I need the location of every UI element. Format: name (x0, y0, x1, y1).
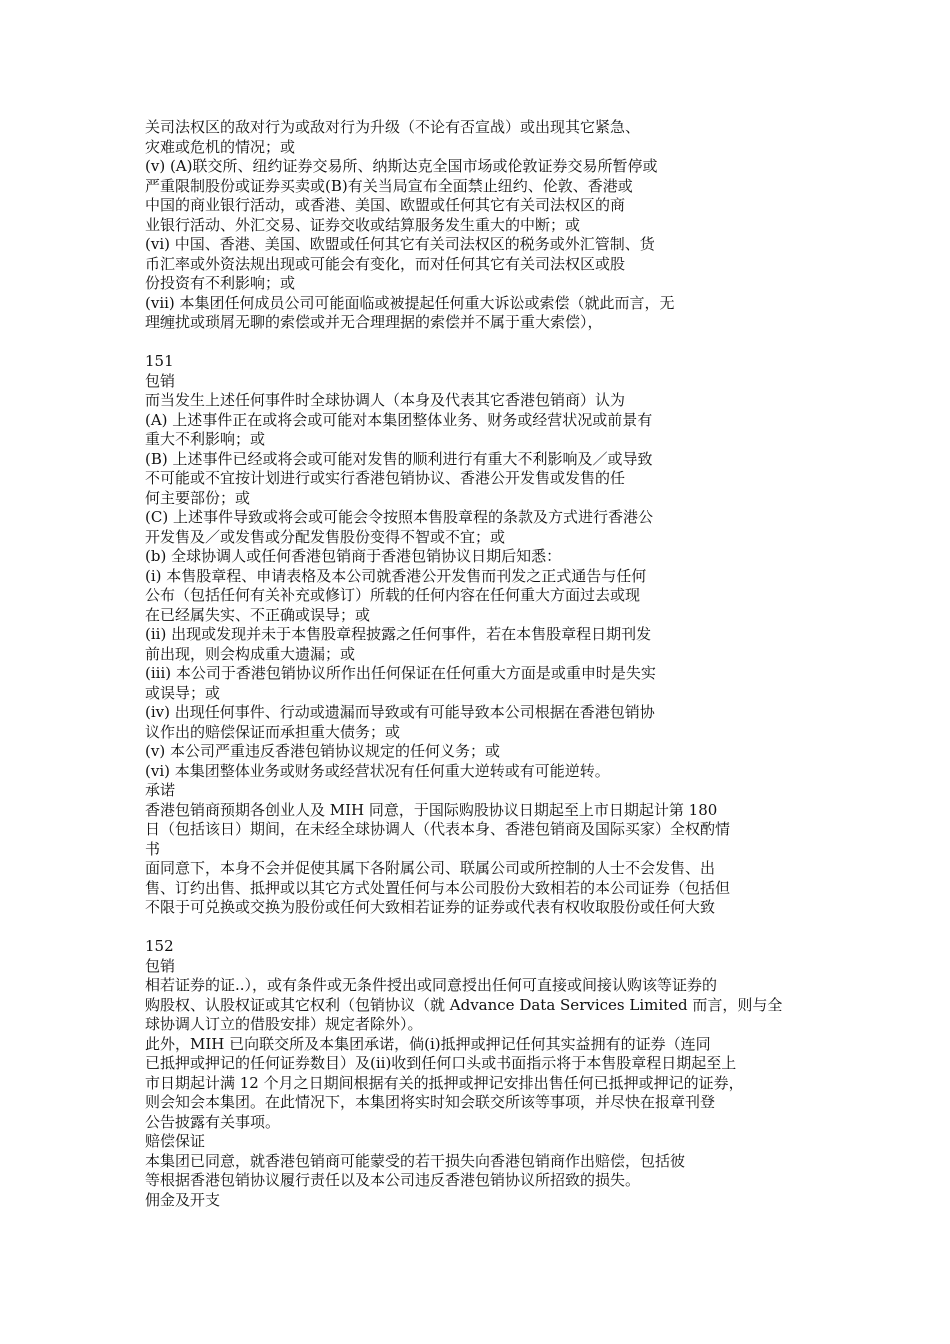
text-line: 公布（包括任何有关补充或修订）所载的任何内容在任何重大方面过去或现 (145, 586, 641, 604)
text-line: (B) 上述事件已经或将会或可能对发售的顺利进行有重大不利影响及／或导致 (145, 449, 653, 468)
text-line: (b) 全球协调人或任何香港包销商于香港包销协议日期后知悉： (145, 547, 562, 565)
text-line: 市日期起计满 12 个月之日期间根据有关的抵押或押记安排出售任何已抵押或押记的证券， (145, 1073, 744, 1092)
text-block-continuation (145, 118, 845, 333)
text-line: 重大不利影响；或 (145, 430, 266, 448)
text-line: 币汇率或外资法规出现或可能会有变化，而对任何其它有关司法权区或股 (145, 254, 626, 273)
text-line: (v) 本公司严重违反香港包销协议规定的任何义务；或 (145, 742, 500, 760)
text-line: 此外，MIH 已向联交所及本集团承诺，倘(i)抵押或押记任何其实益拥有的证券（连同 (145, 1034, 711, 1053)
text-line: 份投资有不利影响；或 (145, 274, 296, 292)
text-line: 已抵押或押记的任何证券数目）及(ii)收到任何口头或书面指示将于本售股章程日期起至上 (145, 1054, 737, 1072)
text-line: 公告披露有关事项。 (145, 1112, 281, 1131)
text-line: 等根据香港包销协议履行责任以及本公司违反香港包销协议所招致的损失。 (145, 1171, 641, 1189)
page-number: 151 (145, 352, 174, 370)
text-line: 书 (145, 839, 161, 858)
text-line: (iv) 出现任何事件、行动或遗漏而导致或有可能导致本公司根据在香港包销协 (145, 703, 655, 721)
section-heading: 包销 (145, 371, 176, 390)
text-block-page-152 (145, 937, 845, 1210)
text-line: 相若证券的证..），或有条件或无条件授出或同意授出任何可直接或间接认购该等证券的 (145, 976, 718, 994)
text-line: 购股权、认股权证或其它权利（包销协议（就 Advance Data Services Limited 而言，则与全 (145, 995, 783, 1014)
text-line: 香港包销商预期各创业人及 MIH 同意，于国际购股协议日期起至上市日期起计第 180 (145, 800, 718, 819)
text-line: 关司法权区的敌对行为或敌对行为升级（不论有否宣战）或出现其它紧急、 (145, 118, 641, 136)
section-heading: 赔偿保证 (145, 1132, 206, 1150)
section-heading: 佣金及开支 (145, 1190, 221, 1209)
text-line: (A) 上述事件正在或将会或可能对本集团整体业务、财务或经营状况或前景有 (145, 410, 653, 429)
text-line: (vii) 本集团任何成员公司可能面临或被提起任何重大诉讼或索偿（就此而言，无 (145, 293, 675, 312)
text-line: 面同意下，本身不会并促使其属下各附属公司、联属公司或所控制的人士不会发售、出 (145, 859, 716, 877)
text-line: (vi) 本集团整体业务或财务或经营状况有任何重大逆转或有可能逆转。 (145, 761, 610, 780)
section-heading: 承诺 (145, 781, 176, 799)
text-line: 不限于可兑换或交换为股份或任何大致相若证券的证券或代表有权收取股份或任何大致 (145, 898, 716, 916)
text-line: 理缠扰或琐屑无聊的索偿或并无合理理据的索偿并不属于重大索偿）， (145, 313, 603, 331)
text-line: 而当发生上述任何事件时全球协调人（本身及代表其它香港包销商）认为 (145, 391, 626, 409)
text-line: 日（包括该日）期间，在未经全球协调人（代表本身、香港包销商及国际买家）全权酌情 (145, 820, 731, 838)
text-line: 售、订约出售、抵押或以其它方式处置任何与本公司股份大致相若的本公司证券（包括但 (145, 878, 731, 897)
text-line: 或误导；或 (145, 683, 221, 702)
text-line: (iii) 本公司于香港包销协议所作出任何保证在任何重大方面是或重申时是失实 (145, 664, 656, 682)
text-line: 议作出的赔偿保证而承担重大债务；或 (145, 722, 401, 741)
text-line: 中国的商业银行活动，或香港、美国、欧盟或任何其它有关司法权区的商 (145, 196, 626, 214)
text-line: 球协调人订立的借股安排）规定者除外）。 (145, 1015, 423, 1033)
text-line: 何主要部份；或 (145, 488, 251, 507)
text-line: (C) 上述事件导致或将会或可能会令按照本售股章程的条款及方式进行香港公 (145, 508, 653, 526)
text-line: 前出现，则会构成重大遗漏；或 (145, 644, 356, 663)
section-heading: 包销 (145, 956, 176, 975)
text-line: (vi) 中国、香港、美国、欧盟或任何其它有关司法权区的税务或外汇管制、货 (145, 235, 655, 253)
text-line: 业银行活动、外汇交易、证券交收或结算服务发生重大的中断；或 (145, 215, 581, 234)
text-line: 本集团已同意，就香港包销商可能蒙受的若干损失向香港包销商作出赔偿，包括彼 (145, 1151, 686, 1170)
text-line: 开发售及／或发售或分配发售股份变得不智或不宜；或 (145, 527, 506, 546)
page-number: 152 (145, 937, 174, 955)
text-line: 在已经属失实、不正确或误导；或 (145, 605, 371, 624)
text-line: (v) (A)联交所、纽约证券交易所、纳斯达克全国市场或伦敦证券交易所暂停或 (145, 157, 658, 175)
text-line: 灾难或危机的情况；或 (145, 137, 296, 156)
text-line: (ii) 出现或发现并未于本售股章程披露之任何事件，若在本售股章程日期刊发 (145, 625, 652, 643)
text-block-page-151 (145, 352, 845, 918)
text-line: (i) 本售股章程、申请表格及本公司就香港公开发售而刊发之正式通告与任何 (145, 566, 647, 585)
text-line: 则会知会本集团。在此情况下，本集团将实时知会联交所该等事项，并尽快在报章刊登 (145, 1093, 716, 1111)
text-line: 不可能或不宜按计划进行或实行香港包销协议、香港公开发售或发售的任 (145, 469, 626, 487)
text-line: 严重限制股份或证券买卖或(B)有关当局宣布全面禁止纽约、伦敦、香港或 (145, 176, 633, 195)
